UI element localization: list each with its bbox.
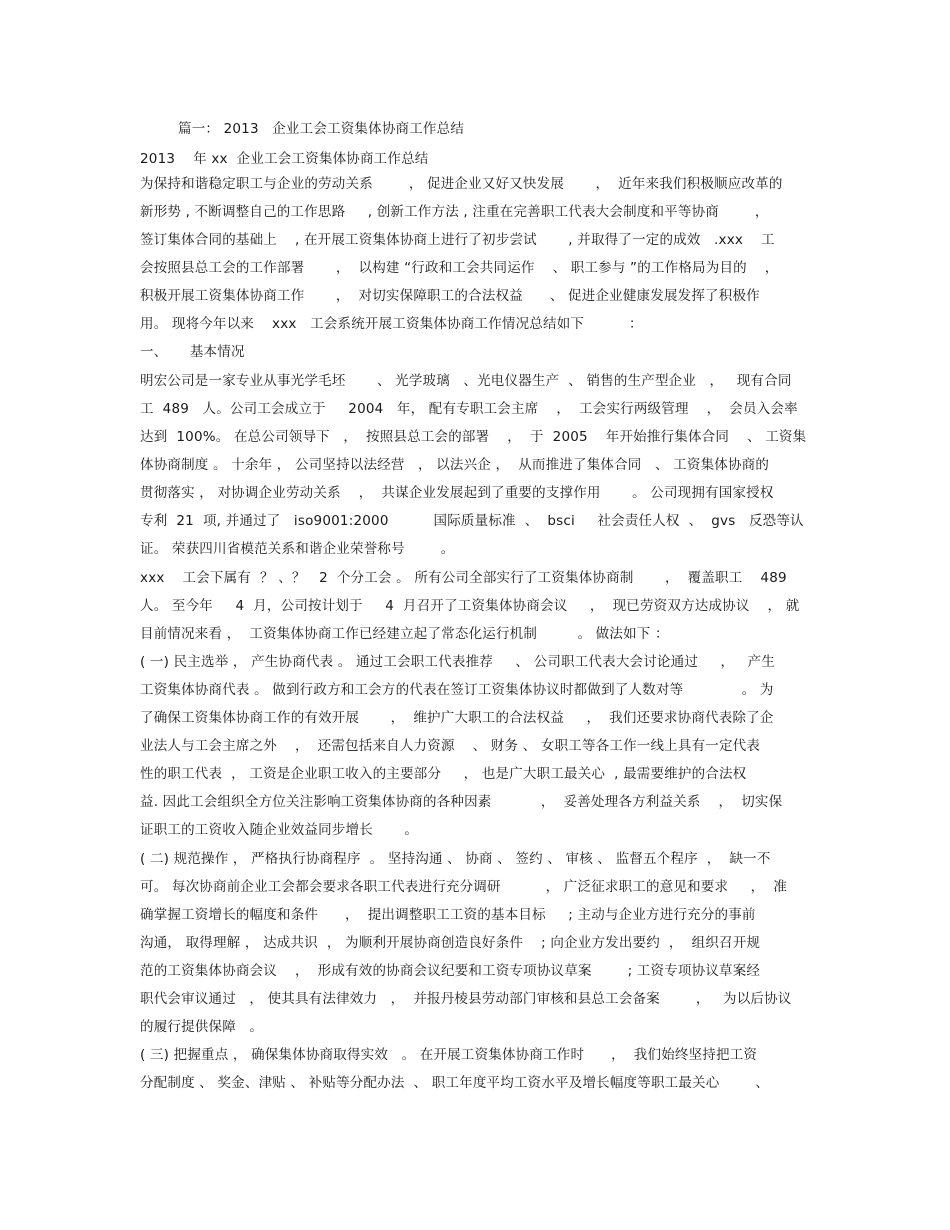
document-line: 专利 21 项, 并通过了 iso9001:2000 国际质量标准 、 bsci 社会责任人权 、 gvs 反恐等认 xyxy=(140,513,804,529)
document-line: 了确保工资集体协商工作的有效开展 ， 维护广大职工的合法权益 ， 我们还要求协商代表除了企 xyxy=(140,710,774,726)
document-line: 证。 荣获四川省模范关系和谐企业荣誉称号 。 xyxy=(140,541,455,557)
document-line: 分配制度 、 奖金、津贴 、 补贴等分配办法 、 职工年度平均工资水平及增长幅度等职工最关心 、 xyxy=(140,1075,770,1091)
document-line: 证职工的工资收入随企业效益同步增长 。 xyxy=(140,822,419,838)
document-line: 沟通， 取得理解 ， 达成共识 ， 为顺利开展协商创造良好条件 ; 向企业方发出要约 ， 组织召开规 xyxy=(140,935,761,951)
document-line: 性的职工代表 ， 工资是企业职工收入的主要部分 ， 也是广大职工最关心 , 最需要维护的合法权 xyxy=(140,766,747,782)
document-line: 签订集体合同的基础上 , 在开展工资集体协商上进行了初步尝试 , 并取得了一定的成效 .xxx 工 xyxy=(140,232,775,248)
document-line: 目前情况来看 ， 工资集体协商工作已经建立起了常态化运行机制 。 做法如下 ： xyxy=(140,626,669,642)
document-line: 工 489 人。公司工会成立于 2004 年， 配有专职工会主席 ， 工会实行两级管理 ， 会员入会率 xyxy=(140,401,798,417)
document-line: ( 二) 规范操作 ， 严格执行协商程序 。 坚持沟通 、 协商 、 签约 、 审核 、 监督五个程序 ， 缺一不 xyxy=(140,851,771,867)
document-line: ( 一) 民主选举 ， 产生协商代表 。 通过工会职工代表推荐 、 公司职工代表大会讨论通过 ， 产生 xyxy=(140,654,776,670)
document-line: 确掌握工资增长的幅度和条件 ， 提出调整职工工资的基本目标 ; 主动与企业方进行充分的事前 xyxy=(140,907,756,923)
document-line: 新形势 , 不断调整自己的工作思路 , 创新工作方法 , 注重在完善职工代表大会制度和平等协商 ， xyxy=(140,204,769,220)
document-line: 业法人与工会主席之外 ， 还需包括来自人力资源 、 财务 、 女职工等各工作一线上具有一定代表 xyxy=(140,738,761,754)
document-line: 人。 至今年 4 月，公司按计划于 4 月召开了工资集体协商会议 ， 现已劳资双方达成协议 ， 就 xyxy=(140,598,800,614)
document-line: 明宏公司是一家专业从事光学毛坯 、 光学玻璃 、光电仪器生产 、 销售的生产型企业 ， 现有合同 xyxy=(140,373,792,389)
document-line: xxx 工会下属有 ？ 、？ 2 个分工会 。 所有公司全部实行了工资集体协商制 ， 覆盖职工 489 xyxy=(140,570,787,586)
document-line: 为保持和谐稳定职工与企业的劳动关系 ， 促进企业又好又快发展 ， 近年来我们积极顺应改革的 xyxy=(140,176,783,192)
document-line: ( 三) 把握重点 ， 确保集体协商取得实效 。 在开展工资集体协商工作时 ， 我们始终坚持把工资 xyxy=(140,1047,758,1063)
document-line: 工资集体协商代表 。 做到行政方和工会方的代表在签订工资集体协议时都做到了人数对等 。 为 xyxy=(140,682,774,698)
document-line: 可。 每次协商前企业工会都会要求各职工代表进行充分调研 ， 广泛征求职工的意见和要求 ， 准 xyxy=(140,879,788,895)
document-line: 贯彻落实 ， 对协调企业劳动关系 ， 共谋企业发展起到了重要的支撑作用 。 公司现拥有国家授权 xyxy=(140,485,774,501)
document-line: 体协商制度 。 十余年 ， 公司坚持以法经营 ， 以法兴企 ， 从而推进了集体合同 、 工资集体协商的 xyxy=(140,457,770,473)
document-line: 一、 基本情况 xyxy=(140,344,245,360)
document-line: 益. 因此工会组织全方位关注影响工资集体协商的各种因素 ， 妥善处理各方利益关系 ， 切实保 xyxy=(140,794,783,810)
document-line: 范的工资集体协商会议 ， 形成有效的协商会议纪要和工资专项协议草案 ; 工资专项协议草案经 xyxy=(140,963,761,979)
document-line: 会按照县总工会的工作部署 ， 以构建 “行政和工会共同运作 、 职工参与 ”的工作格局为目的 ， xyxy=(140,260,779,276)
document-line: 达到 100%。 在总公司领导下 ， 按照县总工会的部署 ， 于 2005 年开始推行集体合同 、 工资集 xyxy=(140,429,807,445)
document-title: 篇一： 2013 企业工会工资集体协商工作总结 xyxy=(178,121,465,137)
document-line: 用。 现将今年以来 xxx 工会系统开展工资集体协商工作情况总结如下 ： xyxy=(140,316,643,332)
document-line: 积极开展工资集体协商工作 ， 对切实保障职工的合法权益 、 促进企业健康发展发挥了积极作 xyxy=(140,288,760,304)
document-line: 职代会审议通过 ， 使其具有法律效力 ， 并报丹棱县劳动部门审核和县总工会备案 ， 为以后协议 xyxy=(140,991,792,1007)
document-line: 的履行提供保障 。 xyxy=(140,1019,264,1035)
document-line: 2013 年 xx 企业工会工资集体协商工作总结 xyxy=(140,151,429,167)
